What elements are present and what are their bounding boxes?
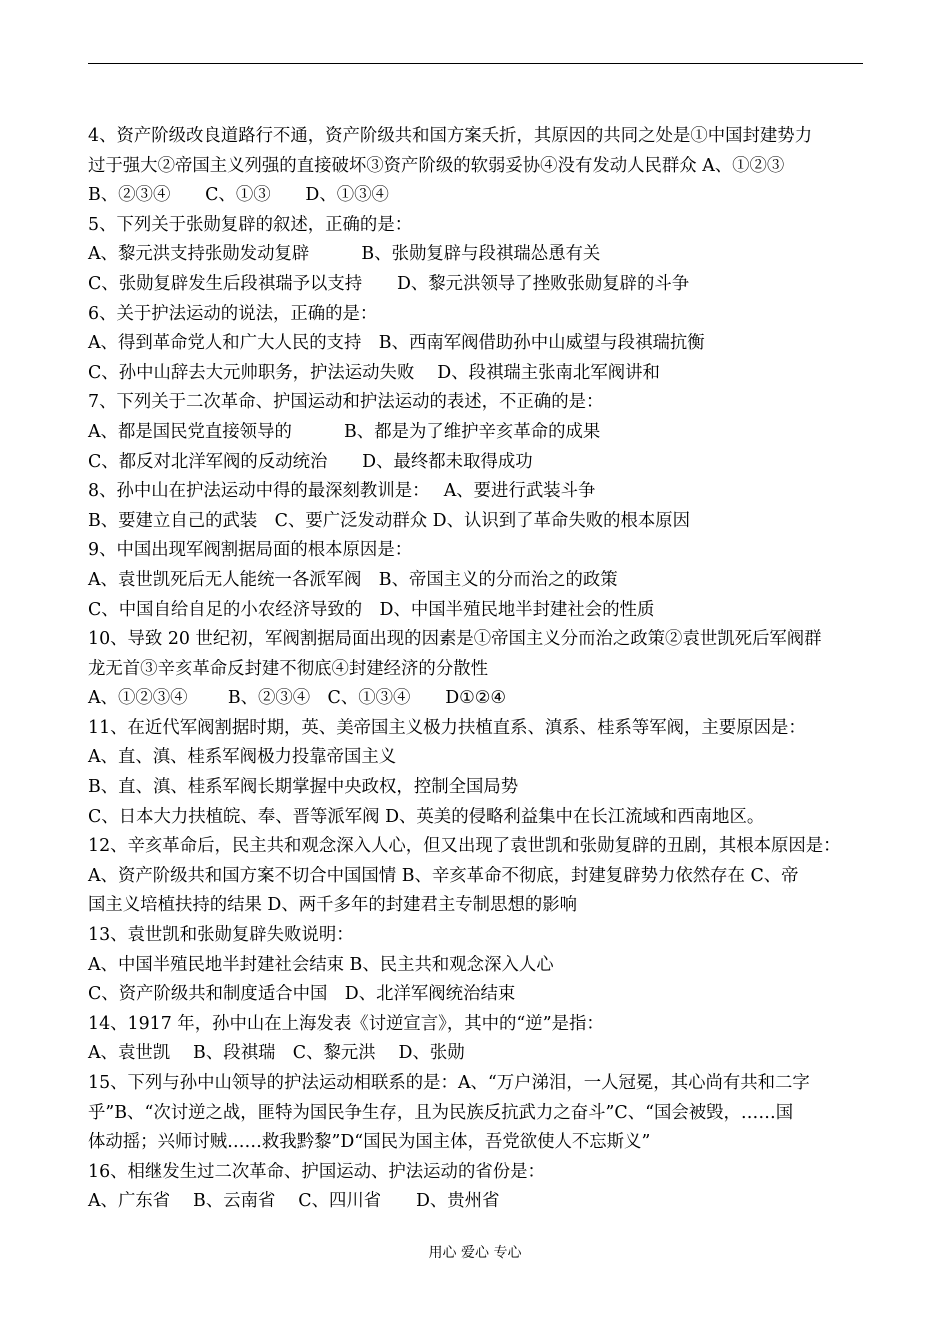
text-line: B、②③④ C、①③ D、①③④ (88, 185, 389, 206)
text-line: 13、袁世凯和张勋复辟失败说明： (88, 925, 354, 946)
exam-questions (88, 122, 878, 1217)
text-line: 过于强大②帝国主义列强的直接破坏③资产阶级的软弱妥协④没有发动人民群众 A、①②③ (88, 155, 785, 176)
text-line: A、广东省 B、云南省 C、四川省 D、贵州省 (88, 1191, 500, 1212)
text-line: C、张勋复辟发生后段祺瑞予以支持 D、黎元洪领导了挫败张勋复辟的斗争 (88, 273, 690, 294)
text-line: 12、辛亥革命后，民主共和观念深入人心，但又出现了袁世凯和张勋复辟的丑剧，其根本原因是： (88, 836, 841, 857)
text-line: 7、下列关于二次革命、护国运动和护法运动的表述，不正确的是： (88, 392, 604, 413)
text-line: 国主义培植扶持的结果 D、两千多年的封建君主专制思想的影响 (88, 895, 578, 916)
text-line: 10、导致 20 世纪初，军阀割据局面出现的因素是①帝国主义分而治之政策②袁世凯死后军阀群 (88, 629, 822, 650)
text-line: A、黎元洪支持张勋发动复辟 B、张勋复辟与段祺瑞怂恿有关 (88, 244, 601, 265)
text-line: 11、在近代军阀割据时期，英、美帝国主义极力扶植直系、滇系、桂系等军阀，主要原因是： (88, 717, 806, 738)
text-line: C、日本大力扶植皖、奉、晋等派军阀 D、英美的侵略利益集中在长江流域和西南地区。 (88, 806, 765, 827)
text-line: 8、孙中山在护法运动中得的最深刻教训是： A、要进行武装斗争 (88, 481, 596, 502)
text-line: 6、关于护法运动的说法，正确的是： (88, 303, 378, 324)
text-line: 16、相继发生过二次革命、护国运动、护法运动的省份是： (88, 1161, 545, 1182)
text-line: A、都是国民党直接领导的 B、都是为了维护辛亥革命的成果 (88, 421, 601, 442)
text-line: 龙无首③辛亥革命反封建不彻底④封建经济的分散性 (88, 658, 488, 679)
header-rule (88, 63, 863, 64)
text-line: A、中国半殖民地半封建社会结束 B、民主共和观念深入人心 (88, 954, 554, 975)
text-line: A、袁世凯 B、段祺瑞 C、黎元洪 D、张勋 (88, 1043, 465, 1064)
text-line: A、得到革命党人和广大人民的支持 B、西南军阀借助孙中山威望与段祺瑞抗衡 (88, 333, 705, 354)
text-line: 14、1917 年，孙中山在上海发表《讨逆宣言》，其中的“逆”是指： (88, 1013, 604, 1034)
text-line: A、直、滇、桂系军阀极力投靠帝国主义 (88, 747, 397, 768)
text-line: 5、下列关于张勋复辟的叙述，正确的是： (88, 214, 413, 235)
text-line: B、要建立自己的武装 C、要广泛发动群众 D、认识到了革命失败的根本原因 (88, 510, 691, 531)
text-line: C、中国自给自足的小农经济导致的 D、中国半殖民地半封建社会的性质 (88, 599, 655, 620)
text-line: C、都反对北洋军阀的反动统治 D、最终都未取得成功 (88, 451, 533, 472)
text-line: 9、中国出现军阀割据局面的根本原因是： (88, 540, 413, 561)
text-line: C、资产阶级共和制度适合中国 D、北洋军阀统治结束 (88, 984, 516, 1005)
text-line: 4、资产阶级改良道路行不通，资产阶级共和国方案夭折，其原因的共同之处是①中国封建势力 (88, 126, 813, 146)
text-line: B、直、滇、桂系军阀长期掌握中央政权，控制全国局势 (88, 777, 519, 798)
text-line: C、孙中山辞去大元帅职务，护法运动失败 D、段祺瑞主张南北军阀讲和 (88, 362, 660, 383)
text-line: A、袁世凯死后无人能统一各派军阀 B、帝国主义的分而治之的政策 (88, 569, 618, 590)
text-line: A、资产阶级共和国方案不切合中国国情 B、辛亥革命不彻底，封建复辟势力依然存在 C、帝 (88, 865, 799, 886)
text-line: 体动摇；兴师讨贼……救我黔黎”D“国民为国主体，吾党欲使人不忘斯义” (88, 1132, 651, 1153)
text-line: 15、下列与孙中山领导的护法运动相联系的是：A、“万户涕泪，一人冠冕，其心尚有共和二字 (88, 1073, 810, 1093)
page-footer: 用心 爱心 专心 (428, 1245, 522, 1261)
text-line: A、①②③④ B、②③④ C、①③④ D①②④ (88, 688, 506, 709)
text-line: 乎”B、“次讨逆之战，匪特为国民争生存，且为民族反抗武力之奋斗”C、“国会被毁，……国 (88, 1102, 794, 1123)
